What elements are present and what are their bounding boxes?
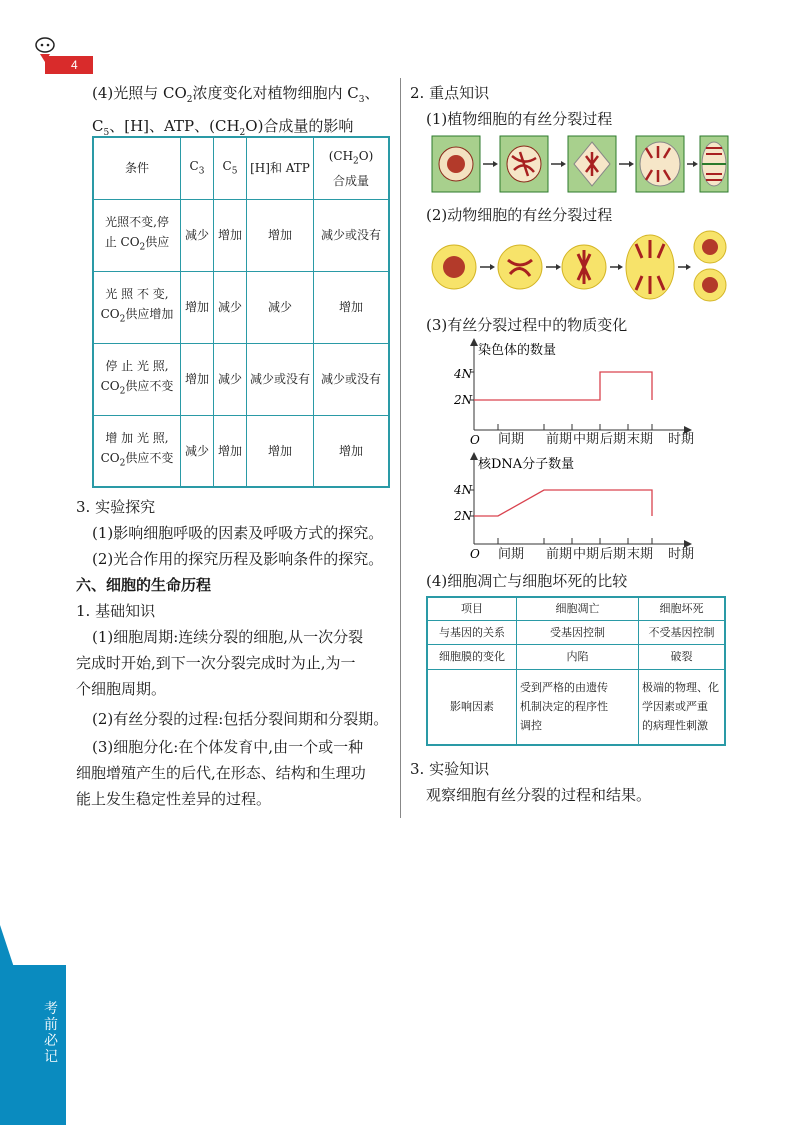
header-apoptosis: 细胞凋亡 (517, 597, 639, 620)
origin-label: O (470, 547, 480, 561)
cell-c5: 减少 (214, 271, 247, 343)
animal-cell-metaphase (562, 245, 606, 289)
header-h-atp: [H]和 ATP (247, 137, 314, 199)
table-row (93, 271, 389, 343)
animal-mitosis-diagram (428, 230, 728, 304)
header-ch2o: $(CH_2O)$ 合成量 (314, 137, 390, 199)
x-label: 时期 (668, 547, 695, 562)
basic-para-3: (3)细胞分化:在个体发育中,由一个或一种 细胞增殖产生的后代,在形态、结构和生理功 能上发生稳定性差异的过程。 (76, 738, 366, 808)
x-label: 时期 (668, 432, 695, 447)
section-3-item: (2)光合作用的探究历程及影响条件的探究。 (92, 550, 384, 568)
y-tick-4n: 4N (454, 367, 473, 381)
cell-ch2o: 增加 (314, 415, 390, 487)
x-label: 末期 (627, 547, 654, 562)
x-label: 中期 (573, 432, 600, 447)
plant-mitosis-diagram (430, 134, 730, 196)
cell-condition: 增 加 光 照, $CO_2$供应不变 (93, 415, 181, 487)
y-tick-2n: 2N (454, 509, 473, 523)
x-label: 末期 (627, 432, 654, 447)
plant-cell-telophase (700, 136, 728, 192)
material-change-title: (3)有丝分裂过程中的物质变化 (426, 316, 628, 334)
cell-c3: 增加 (181, 271, 214, 343)
cell-c5: 增加 (214, 199, 247, 271)
animal-cell-anaphase (626, 235, 674, 299)
plant-cell-interphase (432, 136, 480, 192)
section-6-title: 六、细胞的生命历程 (76, 576, 212, 594)
header-necrosis: 细胞坏死 (639, 597, 726, 620)
light-co2-table (92, 136, 390, 488)
y-axis-label: 核DNA分子数量 (478, 457, 575, 472)
x-label: 后期 (600, 432, 627, 447)
cell-ch2o: 增加 (314, 271, 390, 343)
chart2-x-labels (446, 543, 716, 563)
page-number: 4 (45, 56, 93, 74)
table-row (93, 343, 389, 415)
experiment-title: 3. 实验知识 (410, 760, 490, 778)
plant-cell-prophase (500, 136, 548, 192)
animal-cell-telophase (694, 231, 726, 301)
chromosome-line (474, 372, 652, 400)
apoptosis-table (426, 596, 726, 746)
cell-item: 细胞膜的变化 (427, 645, 517, 670)
cell-c3: 减少 (181, 415, 214, 487)
cell-necrosis: 破裂 (639, 645, 726, 670)
basic-para-2: (2)有丝分裂的过程:包括分裂间期和分裂期。 (92, 710, 389, 728)
x-label: 前期 (546, 432, 573, 447)
experiment-text: 观察细胞有丝分裂的过程和结果。 (426, 786, 652, 804)
cell-c3: 增加 (181, 343, 214, 415)
animal-cell-prophase (498, 245, 542, 289)
plant-cell-anaphase (636, 136, 684, 192)
cell-hatp: 减少 (247, 271, 314, 343)
cell-hatp: 增加 (247, 415, 314, 487)
cell-hatp: 增加 (247, 199, 314, 271)
sec4-heading: (4)光照与 $CO_2$浓度变化对植物细胞内 $C_3$、 $C_5$、[H]、ATP、$(CH_2O)$合成量的影响 (92, 84, 380, 138)
key-knowledge-title: 2. 重点知识 (410, 84, 490, 102)
side-tab-label: 考前必记 (44, 1000, 58, 1064)
cell-c3: 减少 (181, 199, 214, 271)
animal-cell-interphase (432, 245, 476, 289)
header-c3: $C_3$ (181, 137, 214, 199)
apoptosis-title: (4)细胞凋亡与细胞坏死的比较 (426, 572, 628, 590)
cell-apoptosis: 受到严格的由遗传 机制决定的程序性 调控 (517, 669, 639, 745)
cell-necrosis: 极端的物理、化 学因素或严重 的病理性刺激 (639, 669, 726, 745)
cell-condition: 光 照 不 变, $CO_2$供应增加 (93, 271, 181, 343)
x-label: 间期 (498, 547, 525, 562)
x-label: 前期 (546, 547, 573, 562)
cell-ch2o: 减少或没有 (314, 199, 390, 271)
column-divider (400, 78, 401, 818)
cell-c5: 减少 (214, 343, 247, 415)
cell-hatp: 减少或没有 (247, 343, 314, 415)
section-3-title: 3. 实验探究 (76, 498, 156, 516)
basic-title: 1. 基础知识 (76, 602, 156, 620)
origin-label: O (470, 433, 480, 447)
cell-ch2o: 减少或没有 (314, 343, 390, 415)
x-label: 间期 (498, 432, 525, 447)
animal-mitosis-title: (2)动物细胞的有丝分裂过程 (426, 206, 613, 224)
header-item: 项目 (427, 597, 517, 620)
table-row (93, 199, 389, 271)
cell-c5: 增加 (214, 415, 247, 487)
x-label: 后期 (600, 547, 627, 562)
cell-necrosis: 不受基因控制 (639, 620, 726, 645)
cell-item: 影响因素 (427, 669, 517, 745)
cell-apoptosis: 内陷 (517, 645, 639, 670)
y-tick-4n: 4N (454, 483, 473, 497)
chart1-x-labels (446, 428, 716, 448)
table-row (427, 620, 725, 645)
header-condition: 条件 (93, 137, 181, 199)
y-tick-2n: 2N (454, 393, 473, 407)
cell-apoptosis: 受基因控制 (517, 620, 639, 645)
cell-condition: 停 止 光 照, $CO_2$供应不变 (93, 343, 181, 415)
x-label: 中期 (573, 547, 600, 562)
mascot-icon (34, 36, 56, 56)
dna-line (474, 490, 652, 516)
table-row (427, 645, 725, 670)
y-axis-label: 染色体的数量 (478, 343, 557, 358)
plant-mitosis-title: (1)植物细胞的有丝分裂过程 (426, 110, 613, 128)
header-c5: $C_5$ (214, 137, 247, 199)
plant-cell-metaphase (568, 136, 616, 192)
cell-item: 与基因的关系 (427, 620, 517, 645)
basic-para-1: (1)细胞周期:连续分裂的细胞,从一次分裂 完成时开始,到下一次分裂完成时为止,为一 个细胞周期。 (76, 628, 364, 698)
section-3-item: (1)影响细胞呼吸的因素及呼吸方式的探究。 (92, 524, 384, 542)
table-row (427, 669, 725, 745)
cell-condition: 光照不变,停 止 $CO_2$供应 (93, 199, 181, 271)
table-row (93, 415, 389, 487)
